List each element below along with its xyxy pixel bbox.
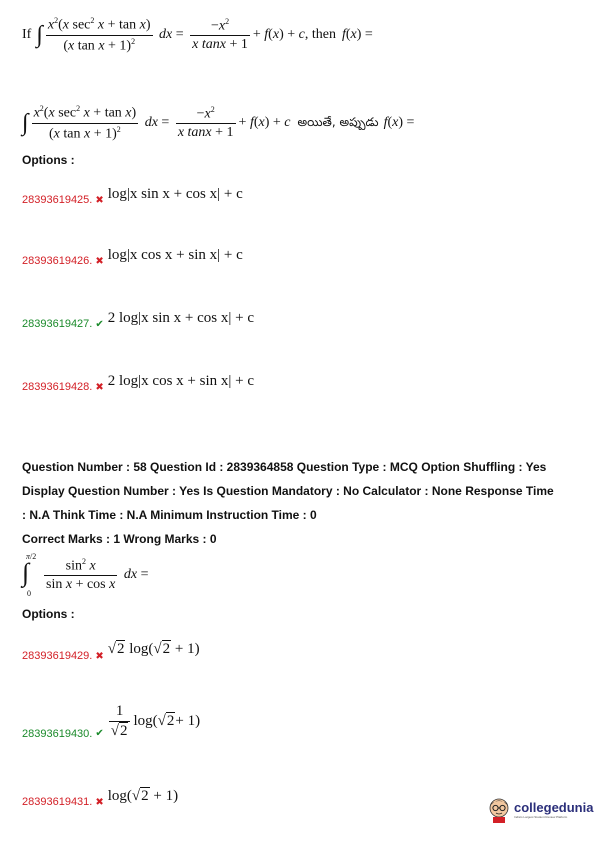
- option-id: 28393619431.: [22, 796, 93, 808]
- option-row: [22, 703, 200, 740]
- question-57-telugu: ∫ $\frac{x^2(x \sec^2 x + \tan x)}{(x \tan x + 1)^2}$ dx = $\frac{-x^2}{\text{x tanx + 1}}$ + f(x) + c అయితే, అప్పుడు f(x) =: [22, 103, 415, 142]
- rhs-fraction: $\frac{-x^2}{\text{x tanx + 1}}$: [192, 16, 248, 53]
- option-row: [22, 306, 254, 330]
- option-id: 28393619427.: [22, 318, 93, 330]
- meta-line: Display Question Number : Yes Is Question Mandatory : No Calculator : None Response Time: [22, 484, 554, 498]
- option-math: 2 log|x cos x + sin x| + c: [107, 372, 254, 389]
- option-math: $\frac{1}{√2}$ log(√ 2 + 1): [110, 703, 201, 739]
- question-58-meta: [22, 455, 582, 527]
- check-icon: ✔: [95, 318, 104, 330]
- cross-icon: ✖: [95, 194, 104, 206]
- question-57-english: If ∫ $\frac{x^2(x \sec^2 x + \tan x)}{(x \tan x + 1)^2}$ dx = $\frac{-x^2}{\text{x tanx + 1}}$ + f(x) + c , then f(x) =: [22, 15, 373, 54]
- option-id: 28393619428.: [22, 381, 93, 393]
- option-id: 28393619429.: [22, 650, 93, 662]
- integral-sign: ∫: [36, 21, 43, 48]
- logo-tagline: India's Largest Student Review Platform: [514, 815, 568, 819]
- option-id: 28393619426.: [22, 255, 93, 267]
- meta-line: : N.A Think Time : N.A Minimum Instruction Time : 0: [22, 508, 317, 522]
- option-id: 28393619430.: [22, 727, 93, 740]
- integral-sign: ∫: [22, 109, 29, 136]
- meta-line: Question Number : 58 Question Id : 2839364858 Question Type : MCQ Option Shuffling : Yes: [22, 460, 547, 474]
- logo-name: collegedunia: [514, 800, 594, 815]
- option-math: log(√2 + 1): [107, 787, 179, 804]
- option-id: 28393619425.: [22, 194, 93, 206]
- options-label: Options :: [22, 153, 75, 167]
- question-58-math: π/2 ∫ 0 $\frac{\sin^2 x}{\text{sin x + cos x}}$ dx =: [22, 552, 149, 598]
- option-row: [22, 243, 243, 267]
- marks-line: Correct Marks : 1 Wrong Marks : 0: [22, 532, 217, 546]
- option-row: [22, 636, 200, 662]
- cross-icon: ✖: [95, 650, 104, 662]
- collegedunia-logo: [487, 797, 593, 823]
- check-icon: ✔: [95, 728, 104, 739]
- option-row: [22, 784, 178, 808]
- option-math: log|x sin x + cos x| + c: [107, 185, 243, 202]
- option-row: [22, 369, 254, 393]
- integrand-fraction: $\frac{x^2(x \sec^2 x + \tan x)}{(x \tan x + 1)^2}$: [47, 15, 151, 54]
- option-math: √2 log(√2 + 1): [107, 640, 200, 657]
- cross-icon: ✖: [95, 796, 104, 808]
- cross-icon: ✖: [95, 255, 104, 267]
- option-math: 2 log|x sin x + cos x| + c: [107, 309, 254, 326]
- options-label: Options :: [22, 607, 75, 621]
- mascot-icon: [487, 797, 511, 823]
- cross-icon: ✖: [95, 381, 104, 393]
- question-suffix: , then: [304, 27, 336, 42]
- option-math: log|x cos x + sin x| + c: [107, 246, 243, 263]
- question-prefix: If: [22, 27, 32, 42]
- telugu-suffix: అయితే, అప్పుడు: [297, 114, 379, 129]
- option-row: [22, 182, 243, 206]
